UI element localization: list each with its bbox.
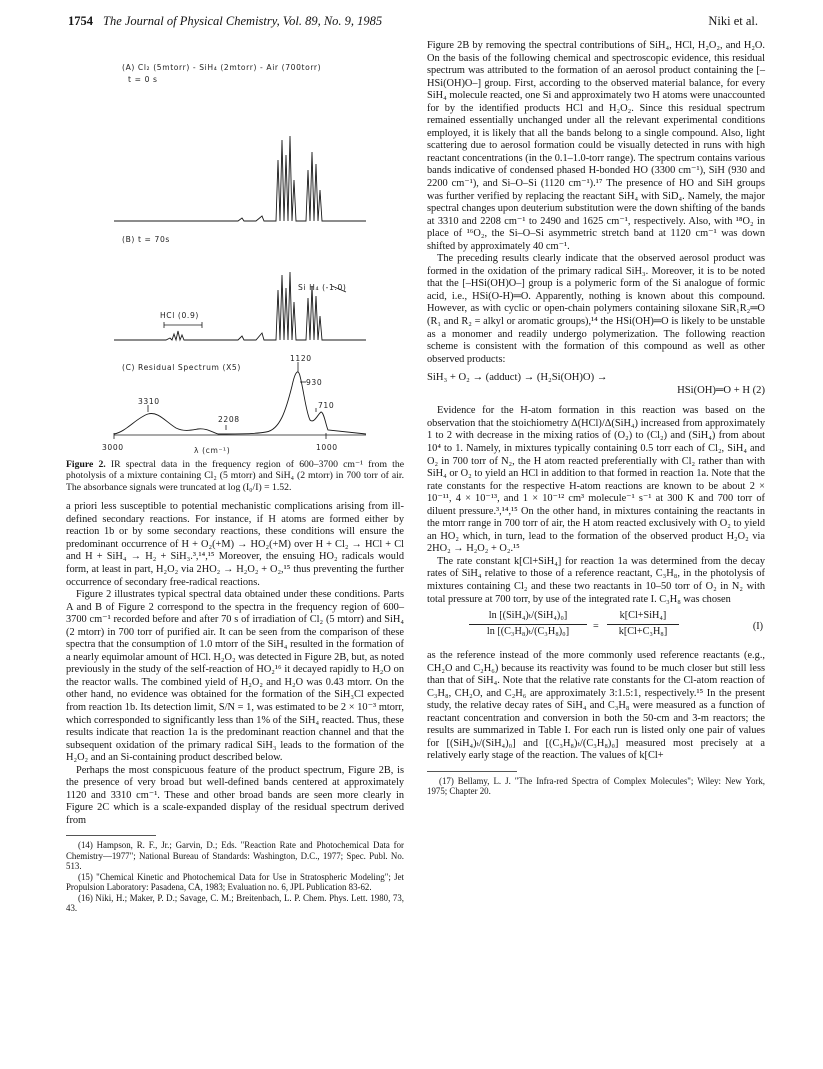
running-header [68, 14, 758, 34]
peak-label-930: 930 [306, 378, 323, 387]
axis-unit-label: λ (cm⁻¹) [194, 446, 231, 455]
footnote-rule-right [427, 771, 517, 772]
journal-title: The Journal of Physical Chemistry, Vol. 89, No. 9, 1985 [103, 14, 383, 28]
x-axis [66, 433, 404, 457]
peak-label-2208: 2208 [218, 415, 240, 424]
footnote-rule [66, 835, 156, 836]
footnote-17: (17) Bellamy, L. J. "The Infra-red Spectra of Complex Molecules"; Wiley: New York, 1975; Chapter 20. [427, 775, 765, 797]
footnote-14: (14) Hampson, R. F., Jr.; Garvin, D.; Eds. "Reaction Rate and Photochemical Data for Chemistry—1977"; National Bureau of Standards: Washington, D.C., 1977; Spec. Publ. No. 513. [66, 840, 404, 872]
equation-2-line-2: HSi(OH)═O + H (2) [677, 384, 765, 396]
equation-I-rhs-numerator: k[Cl+SiH₄] [607, 610, 679, 625]
right-column [427, 40, 765, 797]
equation-I [427, 610, 765, 646]
right-paragraph-3: Evidence for the H-atom formation in this reaction was based on the observation that the stoichiometry Δ(HCl)/Δ(SiH₄) increased from approximately 1 to 2 with decrease in the mixing ratios of (O₂) to (Cl₂) and (SiH₄) from about 10⁴ to 1. Namely, in mixtures typically containing 0.5 torr each of Cl₂, SiH₄ and O₂ in 700 torr of N₂, the H atom reacted preferentially with Cl₂ rather than with SiH₄ or O₂ to yield an HCl in addition to that formed in reaction 1a. Note that the rate constants for the respective H-atom reactions are known to be about 2 × 10⁻¹¹, 4 × 10⁻¹³, and 1 × 10⁻¹² cm³ molecule⁻¹ s⁻¹ at 300 K and 700 torr of diluent pressure.³,¹⁴,¹⁵ On the other hand, in mixtures containing the reactants in the mtorr range in 700 torr of air, the H atom reacted exclusively with O₂ to yield an HO₂ which, in turn, lead to the formation of the observed product H₂O₂ via 2HO₂ → H₂O₂ + O₂.¹⁵ [427, 405, 765, 555]
sih4-label: Si H₄ (-1.0) [298, 283, 347, 292]
panel-a-time: t = 0 s [128, 75, 158, 84]
equation-I-number: (I) [752, 621, 763, 633]
right-paragraph-5: as the reference instead of the more commonly used reference reactants (e.g., CH₂O and C₂H₆) because its reactivity was found to be much closer but still less than that of SiH₄. Note that the relative rate constants for the Cl-atom reaction of C₃H₈, CH₂O, and C₂H₆ are approximately 3:1.5:1, respectively.¹⁵ In the present study, the relative decay rates of SiH₄ and C₃H₈ were measured as a function of reactant concentration and conversion in both the 50-cm and 3-m reactors; the results are summarized in Table I. For each run is listed only one pair of values for [(SiH₄)ₜ/(SiH₄)₀] and [(C₃H₈)ₜ/(C₃H₈)₀] measured most precisely at a relatively early stage of the reaction. The values of k[Cl+ [427, 650, 765, 762]
axis-tick-1000: 1000 [316, 443, 338, 452]
running-authors: Niki et al. [708, 14, 758, 28]
caption-label: Figure 2. [66, 459, 106, 470]
spectrum-a-trace [114, 136, 366, 221]
figure-2 [66, 40, 404, 435]
peak-label-1120: 1120 [290, 354, 312, 363]
right-paragraph-1: Figure 2B by removing the spectral contributions of SiH₄, HCl, H₂O₂, and H₂O. On the basis of the following chemical and spectroscopic evidence, this residual spectrum was attributed to the formation of an aerosol product containing the [–HSi(OH)O–] group. First, according to the observed material balance, for every SiH₄ molecule reacted, one Si and approximately two H atoms were unaccounted for by the identified products HCl and H₂O₂. Since this residual spectrum remained essentially unchanged under all the relevant experimental conditions employed, it is likely that all the bands belong to a single compound. Also, light scattering due to aerosol formation could be visually detected in runs with high reactant concentrations (in the 0.1–1.0-torr range). The spectrum contains various bands indicative of condensed phased H-bonded HO (3300 cm⁻¹), SiH (930 and 2200 cm⁻¹), and Si–O–Si (1120 cm⁻¹).¹⁷ The presence of HO and SiH groups was further verified by replacing the reactant SiH₄ with SiD₄. Namely, the major spectral changes upon deuterium substitution were the down shifting of the bands at 3310 and 2208 cm⁻¹ to 2490 and 1625 cm⁻¹, respectively. Also, with ¹⁸O₂ in place of ¹⁶O₂, the Si–O–Si asymmetric stretch band at 1120 cm⁻¹ was down shifted by approximately 40 cm⁻¹. [427, 40, 765, 252]
equation-I-lhs-denominator: ln [(C₃H₈)ₜ/(C₃H₈)₀] [486, 625, 570, 637]
equation-I-equals: = [593, 621, 599, 633]
left-paragraph-1: a priori less susceptible to potential mechanistic complications arising from ill-defined secondary reactions. For instance, if H atoms are formed either by reaction 1b or by some secondary reactions, these conditions will ensure the predominant occurrence of H + O₂(+M) → HO₂(+M) over H + Cl₂ → HCl + Cl and H + SiH₄ → H₂ + SiH₃.³,¹⁴,¹⁵ Moreover, the ensuing HO₂ radicals would form, at least in part, H₂O₂ via 2HO₂ → H₂O₂ + O₂,¹⁵ thus preventing the further occurrence of secondary free-radical reactions. [66, 501, 404, 588]
footnote-15: (15) "Chemical Kinetic and Photochemical Data for Use in Stratospheric Modeling"; Jet Propulsion Laboratory: Pasadena, CA, 1983; Evaluation no. 6, JPL Publication 83-62. [66, 871, 404, 893]
figure-caption [66, 459, 404, 493]
equation-I-lhs-numerator: ln [(SiH₄)ₜ/(SiH₄)₀] [469, 610, 587, 625]
right-paragraph-4: The rate constant k[Cl+SiH₄] for reaction 1a was determined from the decay rates of SiH₄ relative to those of a reference reactant, C₃H₈, in the photolysis of mixtures containing Cl₂ and these two reactants in 10–50 torr of O₂ in N₂ with total pressure at 700 torr, by use of the integrated rate I. C₃H₈ was chosen [427, 555, 765, 605]
panel-b-title: (B) t = 70s [122, 235, 170, 244]
page-number: 1754 [68, 14, 93, 28]
right-paragraph-2: The preceding results clearly indicate that the observed aerosol product was formed in the oxidation of the primary radical SiH₃. Moreover, it is to be noted that the [–HSi(OH)O–] group is a polymeric form of the Si analogue of formic acid, i.e., HSi(O-H)═O. Apparently, nothing is known about this compound. However, as with cyclic or open-chain polymers containing siloxane SiR₁R₂═O (R₁ and R₂ = alkyl or aromatic groups),¹⁴ the HSi(OH)═O is likely to be unstable as a monomer and readily undergo polymerization. The following reaction scheme is consistent with the formation of this compound as well as other observed products: [427, 253, 765, 365]
caption-text: IR spectral data in the frequency region of 600–3700 cm⁻¹ from the photolysis of a mixture containing Cl₂ (5 mtorr) and SiH₄ (2 mtorr) in 700 torr of air. The absorbance signals were truncated at log (I₀/I) = 1.52. [66, 459, 405, 493]
panel-a-title: (A) Cl₂ (5mtorr) - SiH₄ (2mtorr) - Air (700torr) [122, 63, 322, 72]
peak-label-3310: 3310 [138, 397, 160, 406]
spectra-plot [66, 40, 404, 435]
equation-I-rhs-denominator: k[Cl+C₃H₈] [618, 625, 668, 637]
left-paragraph-3: Perhaps the most conspicuous feature of the product spectrum, Figure 2B, is the presence of very broad but well-defined bands centered at approximately 1120 and 3310 cm⁻¹. These and other broad bands are seen more clearly in Figure 2C which is a scale-expanded display of the residual spectrum derived from [66, 764, 404, 826]
equation-2-line-1: SiH₃ + O₂ → (adduct) → (H₂Si(OH)O) → [427, 372, 608, 384]
left-paragraph-2: Figure 2 illustrates typical spectral data obtained under these conditions. Parts A and B of Figure 2 correspond to the spectra in the frequency region of 600–3700 cm⁻¹ recorded before and after 70 s of irradiation of Cl₂ (5 mtorr) and SiH₄ (2 mtorr) in 700 torr of purified air. It can be seen from the comparison of these spectra that the consumption of 1.0 mtorr of the SiH₄ resulted in the formation of a nearly equimolar amount of HCl. H₂O₂ was detected in Figure 2B, but, as noted previously in the study of the self-reaction of HO₂¹⁶ it decayed rapidly to H₂O on the reactor walls. The combined yield of H₂O₂ and H₂O was 0.43 mtorr. On the other hand, no evidence was obtained for the formation of the SiH₃Cl expected from reaction 1b. Its detection limit, S/N = 1, was estimated to be 2 × 10⁻³ mtorr, which corresponded to significantly less than 1% of the SiH₄ reacted. Thus, these results indicate that reaction 1a is the predominant reaction channel and that the subsequent oxidation of the primary radical SiH₃ leads to the formation of the H₂O₂ and an Si-containing product described below. [66, 589, 404, 764]
left-column [66, 40, 404, 914]
equation-2 [427, 372, 765, 397]
peak-label-710: 710 [318, 401, 335, 410]
hcl-label: HCl (0.9) [160, 311, 199, 320]
axis-tick-3000: 3000 [102, 443, 124, 452]
panel-c-title: (C) Residual Spectrum (X5) [122, 363, 241, 372]
footnote-16: (16) Niki, H.; Maker, P. D.; Savage, C. M.; Breitenbach, L. P. Chem. Phys. Lett. 1980, 73, 43. [66, 892, 404, 914]
